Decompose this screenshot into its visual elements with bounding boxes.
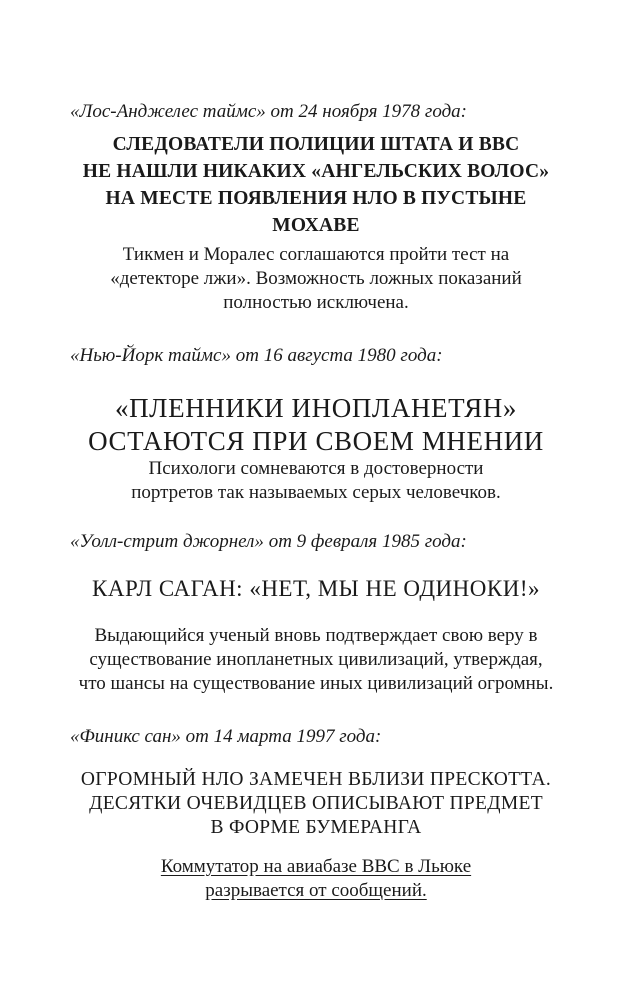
- newspaper-citation: [70, 530, 467, 554]
- newspaper-source: «Финикс сан»: [70, 726, 181, 747]
- newspaper-citation: [70, 100, 467, 124]
- newspaper-source: «Нью-Йорк таймс»: [70, 345, 231, 366]
- newspaper-citation: [70, 344, 443, 368]
- headline: ОГРОМНЫЙ НЛО ЗАМЕЧЕН ВБЛИЗИ ПРЕСКОТТА. ДЕСЯТКИ ОЧЕВИДЦЕВ ОПИСЫВАЮТ ПРЕДМЕТ В ФОРМЕ БУМЕРАНГА: [80, 769, 552, 838]
- newspaper-source: «Уолл-стрит джорнел»: [70, 531, 264, 552]
- citation-date: от 24 ноября 1978 года:: [265, 101, 468, 122]
- newspaper-source: «Лос-Анджелес таймс»: [70, 101, 266, 122]
- article-summary: Выдающийся ученый вновь подтверждает свою веру в существование инопланетных цивилизаций, утверждая, что шансы на существование иных цивилизаций огромны.: [78, 625, 554, 694]
- citation-date: от 14 марта 1997 года:: [180, 726, 382, 747]
- citation-date: от 16 августа 1980 года:: [230, 345, 443, 366]
- headline: «ПЛЕННИКИ ИНОПЛАНЕТЯН» ОСТАЮТСЯ ПРИ СВОЕМ МНЕНИИ: [88, 393, 544, 456]
- article-summary: Тикмен и Моралес соглашаются пройти тест на «детекторе лжи». Возможность ложных показаний полностью исключена.: [110, 244, 522, 313]
- newspaper-citation: [70, 725, 381, 749]
- headline: КАРЛ САГАН: «НЕТ, МЫ НЕ ОДИНОКИ!»: [92, 576, 540, 601]
- headline: СЛЕДОВАТЕЛИ ПОЛИЦИИ ШТАТА И ВВС НЕ НАШЛИ НИКАКИХ «АНГЕЛЬСКИХ ВОЛОС» НА МЕСТЕ ПОЯВЛЕНИЯ НЛО В ПУСТЫНЕ МОХАВЕ: [82, 134, 550, 236]
- article-summary: Коммутатор на авиабазе ВВС в Льюке разрывается от сообщений.: [160, 856, 472, 901]
- article-summary: Психологи сомневаются в достоверности портретов так называемых серых человечков.: [131, 458, 501, 503]
- citation-date: от 9 февраля 1985 года:: [263, 531, 467, 552]
